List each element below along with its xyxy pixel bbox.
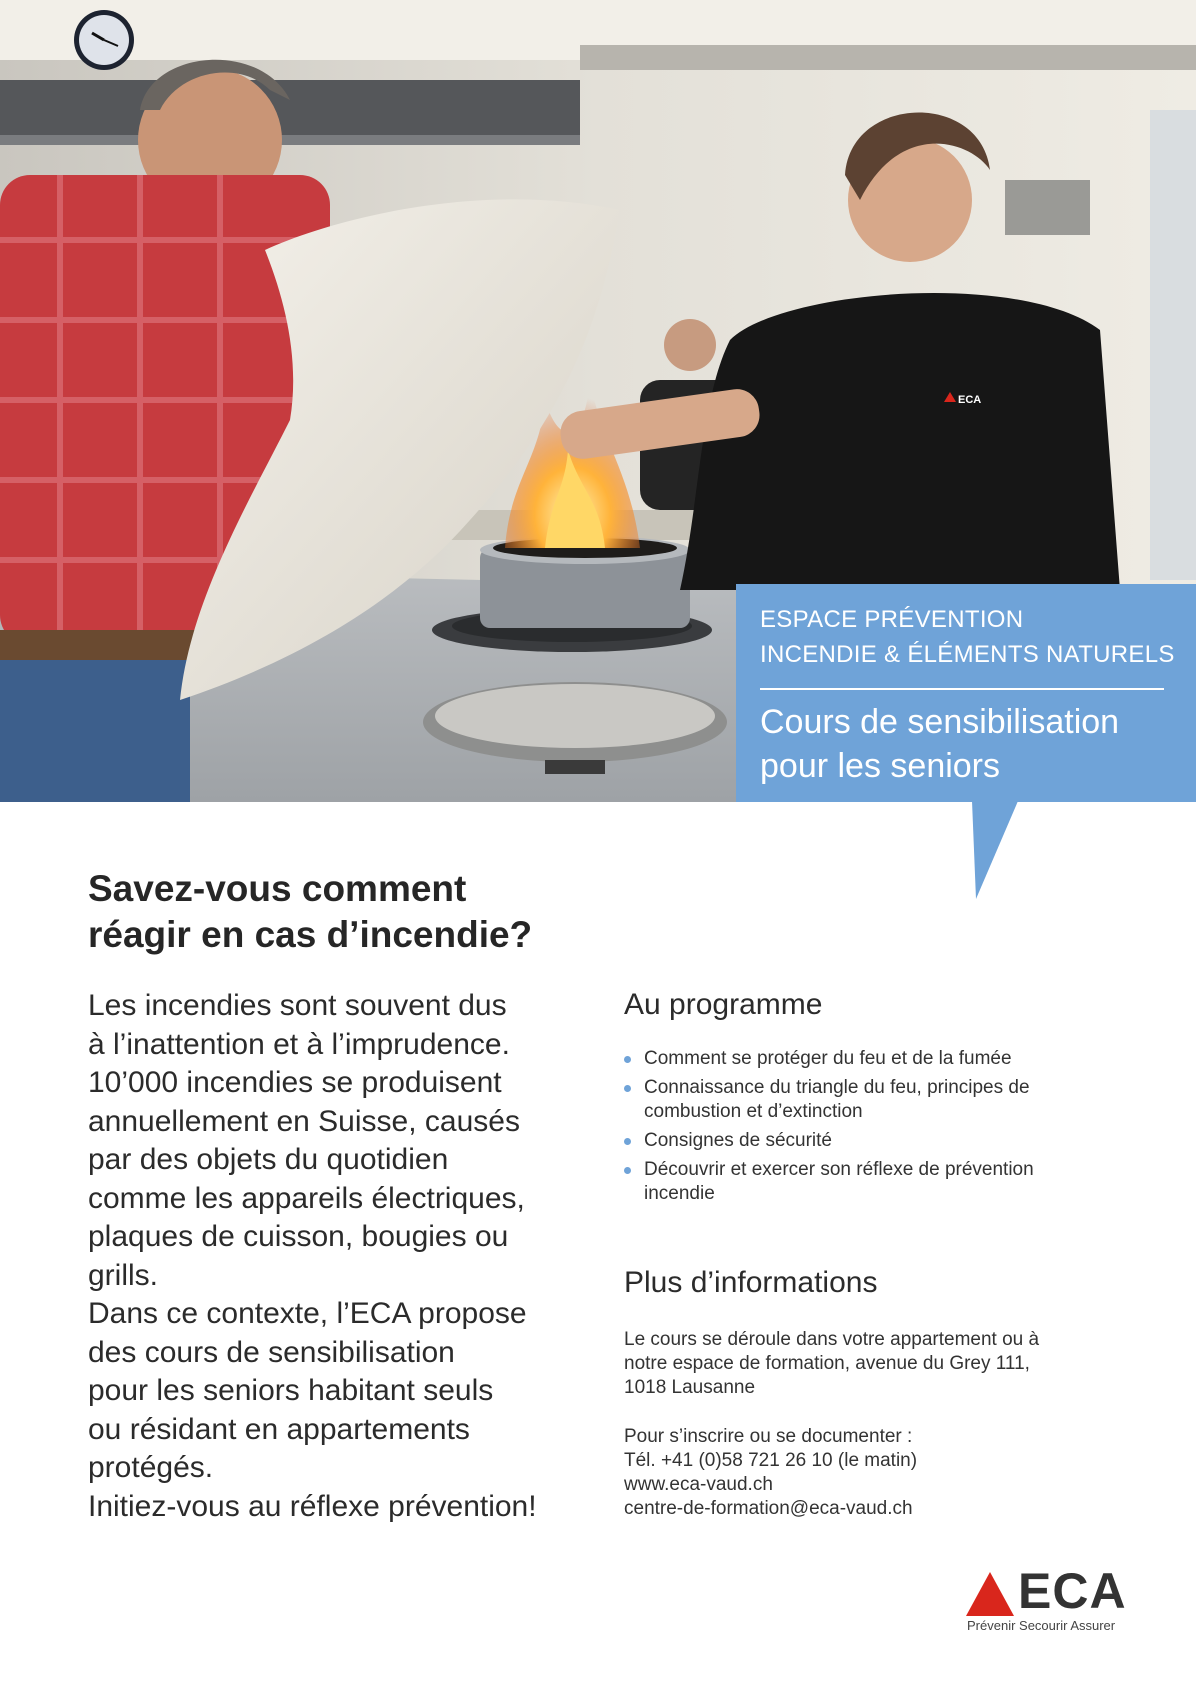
body-line: pour les seniors habitant seuls [88, 1374, 494, 1407]
speech-bubble-tail [972, 801, 1022, 901]
list-item-text: Connaissance du triangle du feu, principes de [644, 1077, 1030, 1098]
body-line: Dans ce contexte, l’ECA propose [88, 1297, 527, 1330]
body-line: des cours de sensibilisation [88, 1335, 455, 1369]
headline-line: Savez-vous comment [88, 868, 467, 909]
website-link[interactable]: www.eca-vaud.ch [624, 1474, 773, 1495]
list-item [624, 1076, 1094, 1124]
body-line: Initiez-vous au réflexe prévention! [88, 1489, 537, 1523]
programme-title: Au programme [624, 988, 823, 1021]
bullet-icon [624, 1056, 631, 1063]
body-line: protégés. [88, 1451, 214, 1484]
phone-number: Tél. +41 (0)58 721 26 10 (le matin) [624, 1450, 918, 1471]
info-box-heading-line1: ESPACE PRÉVENTION [760, 606, 1024, 633]
info-box-heading-line2: INCENDIE & ÉLÉMENTS NATURELS [760, 641, 1175, 668]
body-line: par des objets du quotidien [88, 1143, 449, 1176]
list-item [624, 1158, 1094, 1206]
location-line: Le cours se déroule dans votre appartement ou à [624, 1329, 1040, 1350]
course-info-box [736, 584, 1196, 802]
list-item-text: Consignes de sécurité [644, 1130, 832, 1151]
body-line: 10’000 incendies se produisent [88, 1066, 502, 1099]
contact-intro: Pour s’inscrire ou se documenter : [624, 1426, 913, 1447]
eca-logo [966, 1563, 1127, 1638]
list-item [624, 1129, 1094, 1153]
list-item [624, 1047, 1094, 1071]
more-info-title: Plus d’informations [624, 1266, 878, 1299]
list-item-text: Découvrir et exercer son réflexe de prévention [644, 1159, 1034, 1180]
body-line: annuellement en Suisse, causés [88, 1104, 520, 1138]
body-line: comme les appareils électriques, [88, 1181, 525, 1215]
headline-line: réagir en cas d’incendie? [88, 914, 533, 955]
info-box-subtitle-line2: pour les seniors [760, 747, 1001, 785]
location-line: notre espace de formation, avenue du Grey 111, [624, 1353, 1030, 1374]
logo-tagline: Prévenir Secourir Assurer [967, 1618, 1116, 1633]
svg-text:ECA: ECA [958, 394, 982, 406]
list-item-text: incendie [644, 1183, 715, 1204]
logo-wordmark: ECA [1018, 1563, 1127, 1619]
intro-paragraph [88, 987, 578, 1526]
location-info [624, 1328, 1094, 1400]
body-line: ou résidant en appartements [88, 1412, 470, 1446]
body-line: Les incendies sont souvent dus [88, 989, 507, 1022]
contact-info [624, 1425, 1094, 1521]
body-line: plaques de cuisson, bougies ou [88, 1220, 509, 1253]
info-box-subtitle-line1: Cours de sensibilisation [760, 703, 1120, 741]
location-line: 1018 Lausanne [624, 1377, 756, 1398]
body-line: à l’inattention et à l’imprudence. [88, 1027, 510, 1061]
list-item-text: Comment se protéger du feu et de la fumée [644, 1048, 1012, 1069]
list-item-text: combustion et d’extinction [644, 1101, 863, 1122]
bullet-icon [624, 1138, 631, 1145]
page-headline [88, 866, 648, 958]
clock-icon [74, 10, 134, 70]
bullet-icon [624, 1085, 631, 1092]
bullet-icon [624, 1167, 631, 1174]
eca-triangle-icon [966, 1572, 1014, 1616]
email-link[interactable]: centre-de-formation@eca-vaud.ch [624, 1498, 913, 1519]
body-line: grills. [88, 1258, 159, 1292]
programme-list [624, 1047, 1094, 1211]
info-box-divider [760, 688, 1164, 690]
